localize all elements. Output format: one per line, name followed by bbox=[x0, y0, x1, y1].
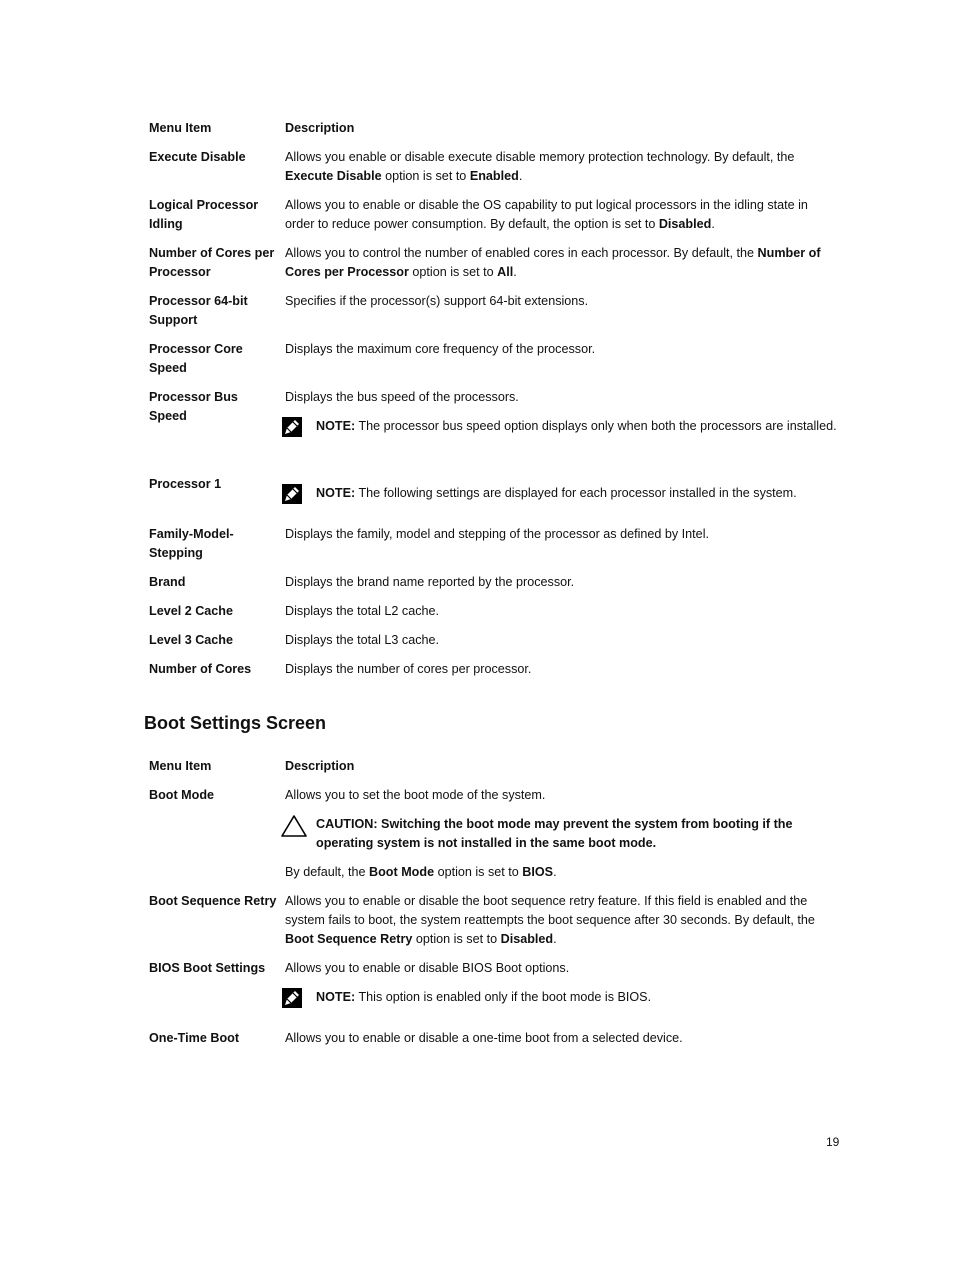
menu-item-description: Displays the brand name reported by the processor. bbox=[285, 575, 575, 589]
table-row bbox=[149, 388, 839, 475]
table-row bbox=[149, 959, 839, 1029]
description-text: Allows you to enable or disable BIOS Boot options. bbox=[285, 961, 570, 975]
table-row bbox=[149, 573, 839, 602]
page-number: 19 bbox=[826, 1135, 840, 1149]
menu-item-label: Boot Sequence Retry bbox=[149, 894, 277, 908]
table-row bbox=[149, 292, 839, 340]
menu-item-label: Number of Cores per Processor bbox=[149, 246, 275, 279]
note-box bbox=[285, 417, 839, 438]
note-pencil-icon bbox=[281, 987, 303, 1009]
table-header-row bbox=[149, 119, 839, 148]
menu-item-label: One-Time Boot bbox=[149, 1031, 240, 1045]
menu-item-label: Family-Model-Stepping bbox=[149, 527, 234, 560]
menu-item-label: Level 3 Cache bbox=[149, 633, 234, 647]
menu-item-label: Processor 64-bit Support bbox=[149, 294, 248, 327]
note-pencil-icon bbox=[281, 483, 303, 505]
table-row bbox=[149, 525, 839, 573]
note-text: NOTE: This option is enabled only if the boot mode is BIOS. bbox=[316, 990, 652, 1004]
note-pencil-icon bbox=[281, 416, 303, 438]
description-text: By default, the Boot Mode option is set to BIOS. bbox=[285, 865, 557, 879]
menu-item-label: Brand bbox=[149, 575, 186, 589]
description-text: Displays the bus speed of the processors. bbox=[285, 390, 519, 404]
menu-item-label: Number of Cores bbox=[149, 662, 252, 676]
section-title: Boot Settings Screen bbox=[144, 713, 327, 733]
menu-item-description: Displays the maximum core frequency of the processor. bbox=[285, 342, 596, 356]
menu-item-label: Processor Core Speed bbox=[149, 342, 243, 375]
table-row bbox=[149, 340, 839, 388]
menu-item-description bbox=[285, 959, 839, 1029]
caution-triangle-icon bbox=[281, 814, 307, 838]
menu-item-label: Execute Disable bbox=[149, 150, 246, 164]
table-row bbox=[149, 602, 839, 631]
note-box bbox=[285, 988, 839, 1009]
menu-item-description: Allows you to control the number of enabled cores in each processor. By default, the Number of Cores per Processor option is set to All. bbox=[285, 246, 821, 279]
note-box bbox=[285, 484, 839, 505]
menu-item-label: Boot Mode bbox=[149, 788, 215, 802]
note-text: NOTE: The processor bus speed option displays only when both the processors are installed. bbox=[316, 419, 837, 433]
table-row bbox=[149, 196, 839, 244]
header-menu-item: Menu Item bbox=[149, 121, 212, 135]
description-text: Allows you to set the boot mode of the system. bbox=[285, 788, 546, 802]
table-row bbox=[149, 660, 839, 689]
menu-item-label: Processor 1 bbox=[149, 477, 222, 491]
menu-item-description: Displays the number of cores per processor. bbox=[285, 662, 532, 676]
menu-item-label: Level 2 Cache bbox=[149, 604, 234, 618]
menu-item-description: Displays the total L3 cache. bbox=[285, 633, 440, 647]
menu-item-label: Processor Bus Speed bbox=[149, 390, 238, 423]
menu-item-label: Logical Processor Idling bbox=[149, 198, 259, 231]
table-header-row bbox=[149, 757, 839, 786]
table-row bbox=[149, 631, 839, 660]
menu-item-description: Displays the total L2 cache. bbox=[285, 604, 440, 618]
menu-item-description: Allows you to enable or disable a one-time boot from a selected device. bbox=[285, 1031, 683, 1045]
caution-box bbox=[285, 815, 839, 863]
header-description: Description bbox=[285, 759, 355, 773]
note-text: NOTE: The following settings are displayed for each processor installed in the system. bbox=[316, 486, 797, 500]
menu-item-description: Allows you to enable or disable the OS capability to put logical processors in the idling state in order to reduce power consumption. By default, the option is set to Disabled. bbox=[285, 198, 808, 231]
menu-item-description: Displays the family, model and stepping of the processor as defined by Intel. bbox=[285, 527, 709, 541]
caution-text: CAUTION: Switching the boot mode may prevent the system from booting if the operating system is not installed in the same boot mode. bbox=[316, 817, 793, 850]
table-row bbox=[149, 892, 839, 959]
table-row bbox=[149, 1029, 839, 1058]
table-row bbox=[149, 475, 839, 525]
table-row bbox=[149, 244, 839, 292]
table-row bbox=[149, 786, 839, 892]
menu-item-description: Allows you to enable or disable the boot sequence retry feature. If this field is enabled and the system fails to boot, the system reattempts the boot sequence after 30 seconds. By default, the Boot Sequence Retry option is set to Disabled. bbox=[285, 894, 815, 946]
menu-item-description bbox=[285, 388, 839, 475]
menu-item-label: BIOS Boot Settings bbox=[149, 961, 266, 975]
processor-settings-table bbox=[149, 119, 839, 689]
menu-item-description bbox=[285, 786, 839, 892]
menu-item-description bbox=[285, 475, 839, 525]
table-row bbox=[149, 148, 839, 196]
header-description: Description bbox=[285, 121, 355, 135]
menu-item-description: Specifies if the processor(s) support 64-bit extensions. bbox=[285, 294, 589, 308]
boot-settings-table bbox=[149, 757, 839, 1058]
header-menu-item: Menu Item bbox=[149, 759, 212, 773]
menu-item-description: Allows you enable or disable execute disable memory protection technology. By default, the Execute Disable option is set to Enabled. bbox=[285, 150, 795, 183]
